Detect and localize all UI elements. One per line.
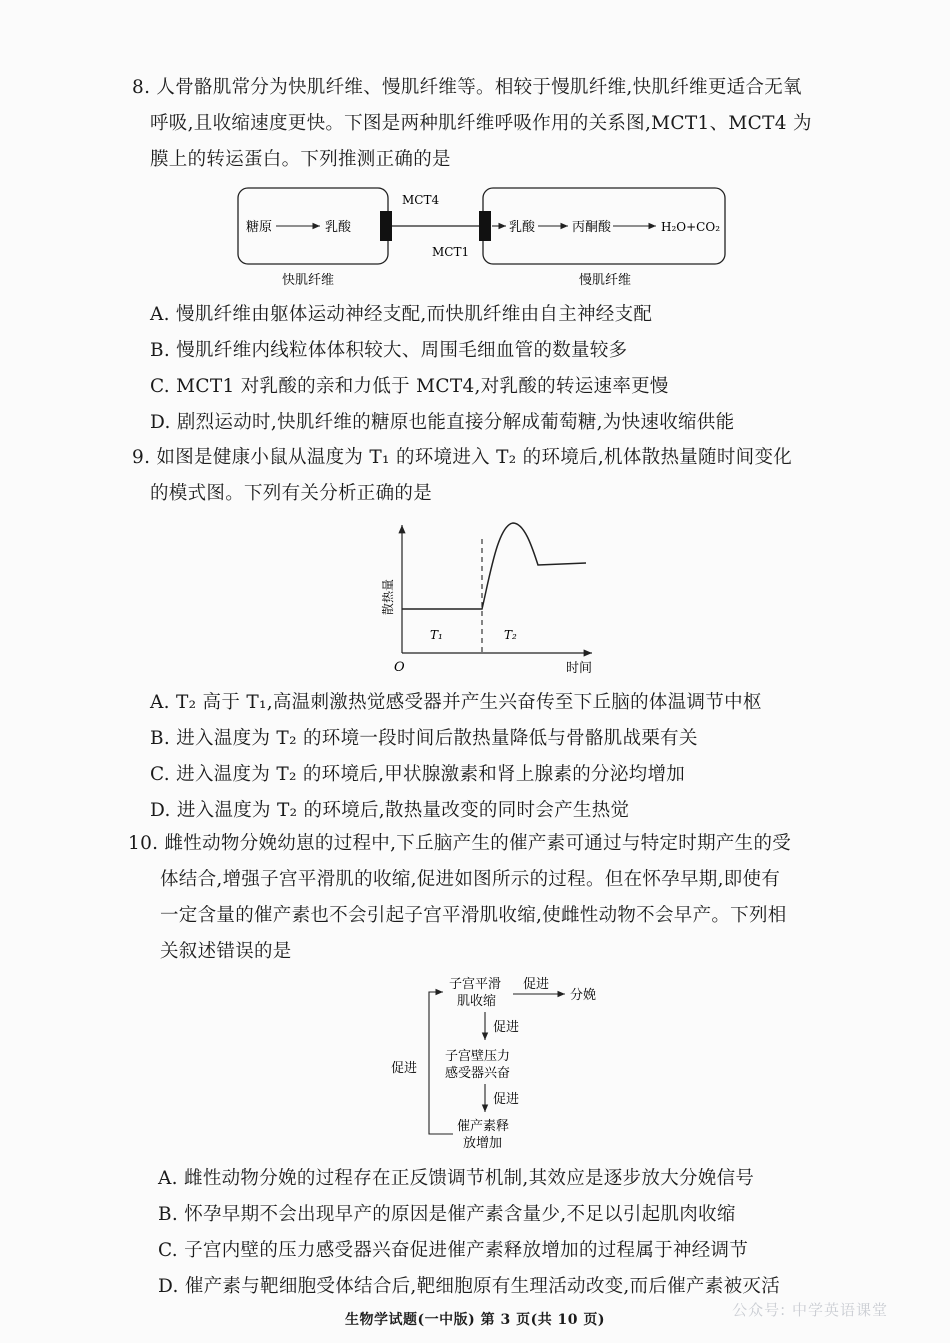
box3-line1: 催产素释: [457, 1119, 510, 1134]
q9-option-d: D. 进入温度为 T₂ 的环境后,散热量改变的同时会产生热觉: [150, 800, 630, 821]
question-9-stem: [132, 440, 832, 512]
question-10-stem: [128, 826, 828, 970]
q10-line-4: 关叙述错误的是: [160, 941, 292, 962]
page-footer: 生物学试题(一中版) 第 3 页(共 10 页): [344, 1312, 606, 1328]
q9-line-1: 9. 如图是健康小鼠从温度为 T₁ 的环境进入 T₂ 的环境后,机体散热量随时间变化: [132, 447, 793, 468]
promote-label-3: 促进: [493, 1092, 520, 1107]
q8-line-2: 呼吸,且收缩速度更快。下图是两种肌纤维呼吸作用的关系图,MCT1、MCT4 为: [150, 113, 812, 134]
birth-label: 分娩: [570, 988, 597, 1003]
mct1-transporter: [479, 211, 491, 241]
promote-label-1: 促进: [523, 977, 550, 992]
q10-line-1: 10. 雌性动物分娩幼崽的过程中,下丘脑产生的催产素可通过与特定时期产生的受: [128, 833, 792, 854]
q9-heat-dissipation-chart: [370, 505, 610, 680]
promote-label-2: 促进: [493, 1020, 520, 1035]
mct1-label: MCT1: [432, 245, 470, 259]
question-8-stem: [132, 70, 832, 178]
q8-muscle-fiber-diagram: [230, 180, 750, 290]
q10-oxytocin-feedback-diagram: [385, 968, 625, 1158]
t2-label: T₂: [504, 628, 517, 642]
lactate-fast-label: 乳酸: [325, 220, 352, 235]
q8-line-3: 膜上的转运蛋白。下列推测正确的是: [150, 149, 451, 170]
q8-option-d: D. 剧烈运动时,快肌纤维的糖原也能直接分解成葡萄糖,为快速收缩供能: [150, 412, 735, 433]
box1-line1: 子宫平滑: [449, 977, 502, 992]
q10-option-d: D. 催产素与靶细胞受体结合后,靶细胞原有生理活动改变,而后催产素被灭活: [158, 1276, 780, 1297]
q10-option-c: C. 子宫内壁的压力感受器兴奋促进催产素释放增加的过程属于神经调节: [158, 1240, 749, 1261]
q10-option-b: B. 怀孕早期不会出现早产的原因是催产素含量少,不足以引起肌肉收缩: [158, 1204, 736, 1225]
glycogen-label: 糖原: [246, 220, 273, 235]
q9-option-c: C. 进入温度为 T₂ 的环境后,甲状腺激素和肾上腺素的分泌均增加: [150, 764, 686, 785]
box2-line1: 子宫壁压力: [445, 1049, 511, 1064]
heat-dissipation-curve: [402, 523, 586, 609]
origin-label: O: [394, 660, 405, 675]
t1-label: T₁: [430, 628, 443, 642]
pyruvate-label: 丙酮酸: [572, 220, 612, 235]
q10-line-3: 一定含量的催产素也不会引起子宫平滑肌收缩,使雌性动物不会早产。下列相: [160, 905, 787, 926]
mct4-label: MCT4: [402, 193, 440, 207]
q9-line-2: 的模式图。下列有关分析正确的是: [150, 483, 433, 504]
mct4-transporter: [380, 211, 392, 241]
q9-option-b: B. 进入温度为 T₂ 的环境一段时间后散热量降低与骨骼肌战栗有关: [150, 728, 698, 749]
y-axis-label: 散热量: [381, 578, 395, 615]
watermark: 公众号: 中学英语课堂: [732, 1301, 888, 1319]
q8-option-a: A. 慢肌纤维由躯体运动神经支配,而快肌纤维由自主神经支配: [150, 304, 653, 325]
product-label: H₂O+CO₂: [661, 220, 720, 234]
x-axis-label: 时间: [566, 661, 593, 676]
q8-option-b: B. 慢肌纤维内线粒体体积较大、周围毛细血管的数量较多: [150, 340, 628, 361]
box1-line2: 肌收缩: [457, 994, 497, 1009]
box3-line2: 放增加: [463, 1136, 503, 1151]
slow-fiber-label: 慢肌纤维: [579, 273, 632, 288]
q9-option-a: A. T₂ 高于 T₁,高温刺激热觉感受器并产生兴奋传至下丘脑的体温调节中枢: [150, 692, 762, 713]
q8-option-c: C. MCT1 对乳酸的亲和力低于 MCT4,对乳酸的转运速率更慢: [150, 376, 669, 397]
fast-fiber-label: 快肌纤维: [282, 273, 335, 288]
promote-label-left: 促进: [391, 1061, 418, 1076]
q10-line-2: 体结合,增强子宫平滑肌的收缩,促进如图所示的过程。但在怀孕早期,即使有: [160, 869, 781, 890]
q10-option-a: A. 雌性动物分娩的过程存在正反馈调节机制,其效应是逐步放大分娩信号: [158, 1168, 755, 1189]
lactate-slow-label: 乳酸: [509, 220, 536, 235]
q8-line-1: 8. 人骨骼肌常分为快肌纤维、慢肌纤维等。相较于慢肌纤维,快肌纤维更适合无氧: [132, 77, 802, 98]
box2-line2: 感受器兴奋: [445, 1066, 511, 1081]
